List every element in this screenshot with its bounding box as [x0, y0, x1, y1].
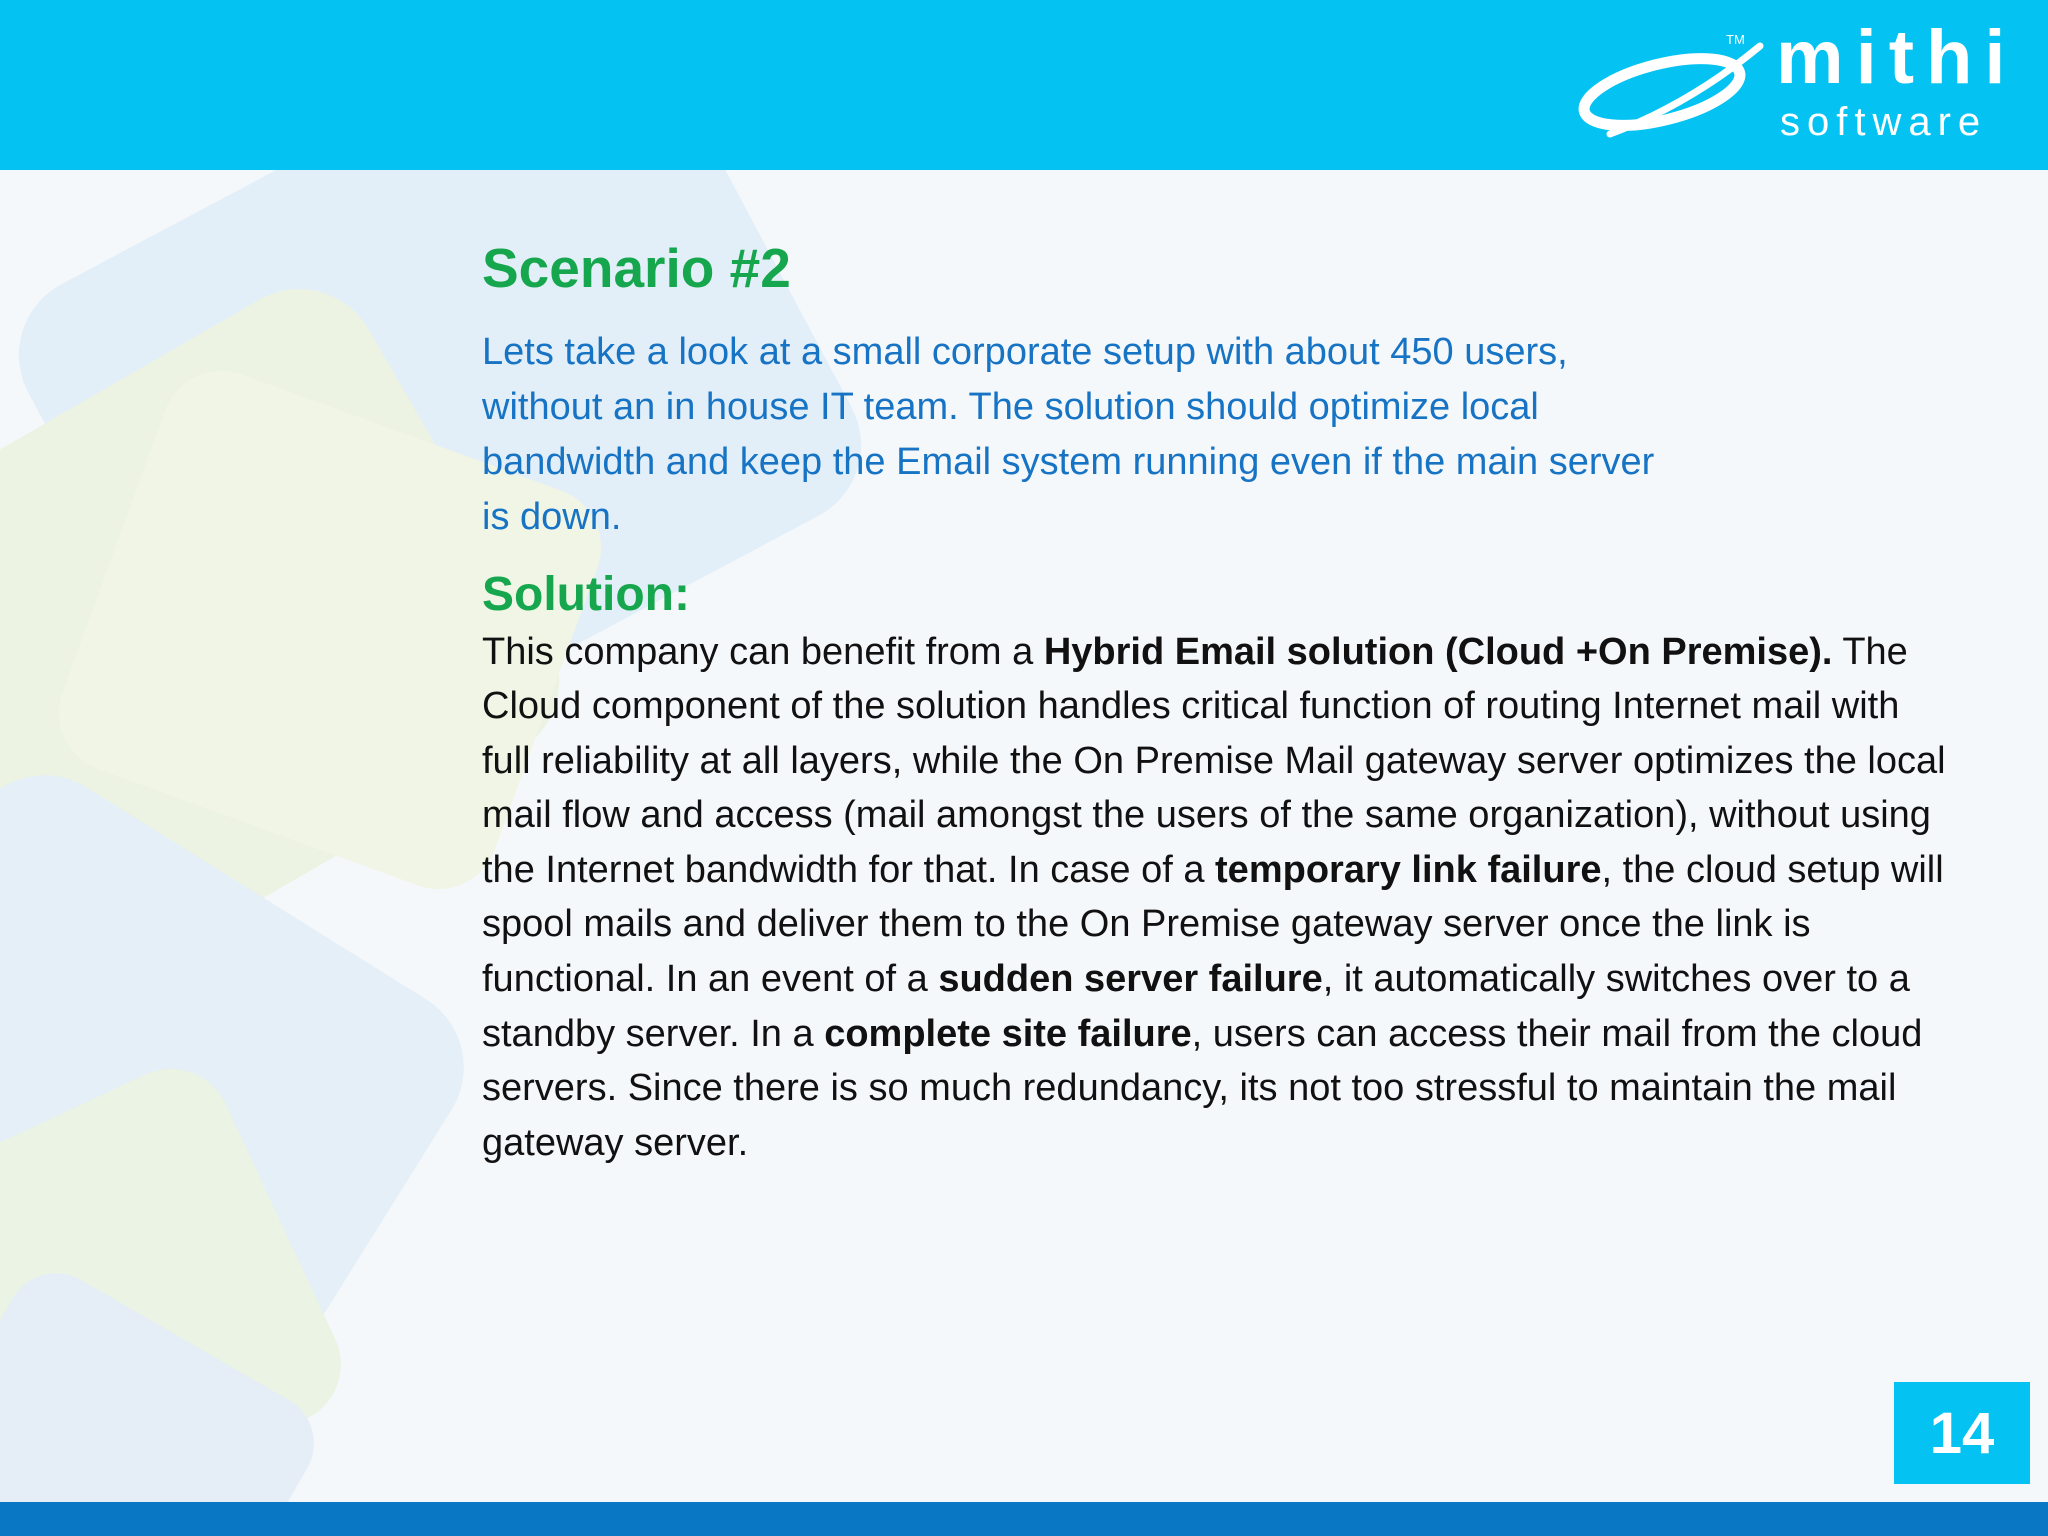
solution-text-part1: This company can benefit from a	[482, 630, 1044, 673]
scenario-description: Lets take a look at a small corporate setup with about 450 users, without an in house IT team. The solution should optimize local bandwidth and keep the Email system running even if the main server is down.	[482, 330, 1655, 538]
solution-bold-hybrid: Hybrid Email solution (Cloud +On Premise).	[1043, 630, 1833, 673]
solution-text-part5: , users can access their mail from the cloud servers. Since there is so much redundancy, its not too stressful to maintain the mail gateway server.	[482, 1012, 1923, 1164]
header-bar	[0, 0, 2048, 170]
logo-word-mithi: mithi	[1776, 15, 2018, 100]
solution-bold-server-failure: sudden server failure	[938, 958, 1323, 1001]
logo-word-software: software	[1780, 100, 1988, 144]
solution-heading: Solution:	[482, 567, 690, 621]
page-number-badge: 14	[1894, 1382, 2030, 1484]
solution-bold-link-failure: temporary link failure	[1215, 848, 1602, 891]
solution-paragraph	[482, 625, 1952, 1171]
mithi-logo	[1570, 15, 2020, 148]
solution-text-part4: , it automatically switches over to a standby server. In a	[482, 958, 1910, 1055]
footer-bar	[0, 1502, 2048, 1536]
slide-content	[482, 238, 1952, 1170]
solution-text-part3: , the cloud setup will spool mails and deliver them to the On Premise gateway server once the link is functional. In an event of a	[482, 848, 1944, 1001]
trademark-mark: TM	[1726, 32, 1745, 47]
solution-text-part2: The Cloud component of the solution handles critical function of routing Internet mail with full reliability at all layers, while the On Premise Mail gateway server optimizes the local mail flow and access (mail amongst the users of the same organization), without using the Internet bandwidth for that. In case of a	[482, 630, 1946, 891]
logo-swoosh-icon	[1570, 34, 1770, 144]
solution-bold-site-failure: complete site failure	[824, 1012, 1192, 1055]
slide-title: Scenario #2	[482, 237, 791, 299]
